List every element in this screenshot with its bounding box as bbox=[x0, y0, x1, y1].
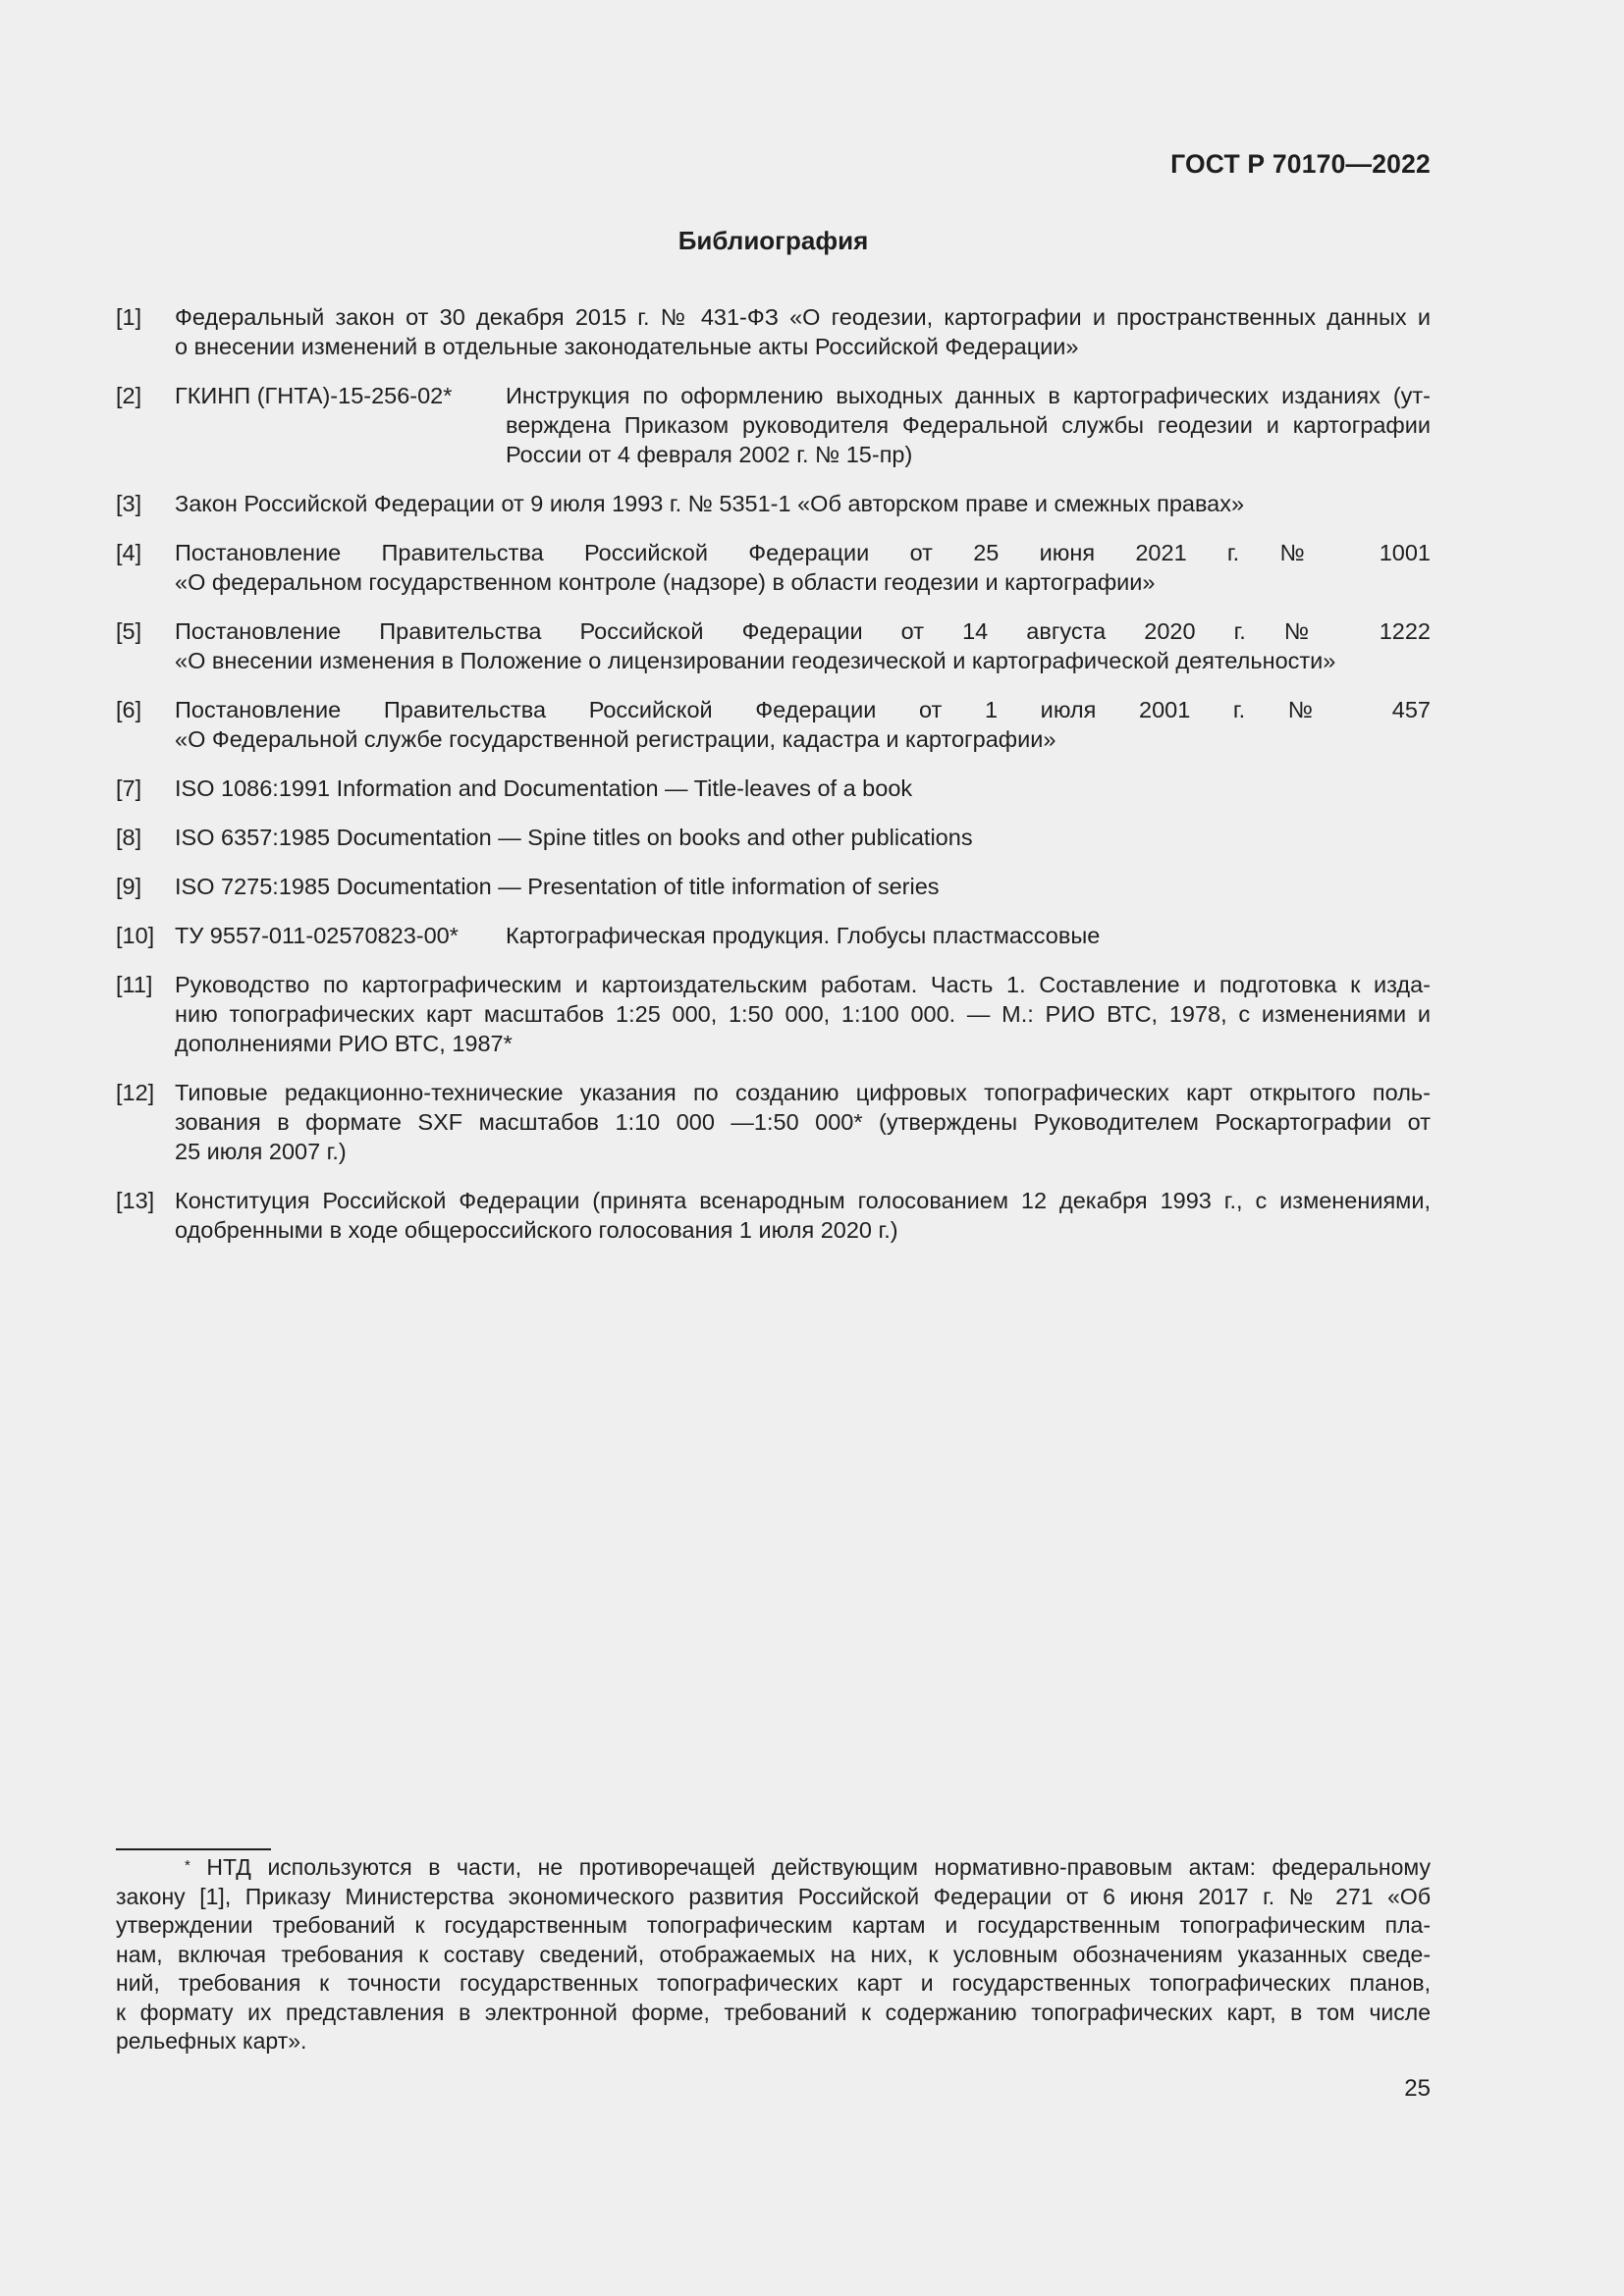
footnote-separator bbox=[116, 1848, 271, 1850]
bibliography-entry bbox=[116, 538, 1431, 597]
footnote-line: рельефных карт». bbox=[116, 2028, 307, 2054]
entry-document-code: ГКИНП (ГНТА)-15-256-02* bbox=[175, 383, 453, 408]
footnote-line: нам, включая требования к составу сведений, отображаемых на них, к условным обозначениям указанных сведе- bbox=[116, 1941, 1431, 1967]
entry-text-line: Типовые редакционно-технические указания по созданию цифровых топографических карт открытого поль- bbox=[175, 1080, 1431, 1105]
entry-body bbox=[175, 872, 1431, 901]
entry-text-line: 25 июля 2007 г.) bbox=[175, 1139, 347, 1164]
bibliography-entry bbox=[116, 1186, 1431, 1245]
footnote-mark: * bbox=[185, 1857, 190, 1874]
entry-text-line: зования в формате SXF масштабов 1:10 000 —1:50 000* (утверждены Руководителем Роскартографии от bbox=[175, 1109, 1431, 1135]
entry-text-line: дополнениями РИО ВТС, 1987* bbox=[175, 1031, 513, 1056]
entry-text-line: одобренными в ходе общероссийского голосования 1 июля 2020 г.) bbox=[175, 1217, 898, 1243]
entry-text-line: Конституция Российской Федерации (принята всенародным голосованием 12 декабря 1993 г., с изменениями, bbox=[175, 1188, 1431, 1213]
entry-text-line: Картографическая продукция. Глобусы пластмассовые bbox=[506, 923, 1101, 948]
footnote-line: к формату их представления в электронной форме, требований к содержанию топографических карт, в том числе bbox=[116, 1999, 1431, 2025]
entry-number: [6] bbox=[116, 697, 142, 722]
entry-body bbox=[175, 381, 1431, 469]
entry-text-line: Постановление Правительства Российской Федерации от 25 июня 2021 г. № 1001 bbox=[175, 540, 1431, 565]
entry-text-line: России от 4 февраля 2002 г. № 15-пр) bbox=[506, 442, 913, 467]
bibliography-entry bbox=[116, 823, 1431, 852]
entry-text-line: Инструкция по оформлению выходных данных в картографических изданиях (ут- bbox=[506, 383, 1431, 408]
entry-number: [10] bbox=[116, 923, 155, 948]
entry-body bbox=[175, 302, 1431, 361]
entry-number: [1] bbox=[116, 304, 142, 330]
entry-number: [3] bbox=[116, 491, 142, 516]
entry-body bbox=[175, 823, 1431, 852]
entry-body bbox=[175, 970, 1431, 1058]
entry-text-line: «О Федеральной службе государственной регистрации, кадастра и картографии» bbox=[175, 726, 1056, 752]
entry-number: [13] bbox=[116, 1188, 155, 1213]
entry-text-line: нию топографических карт масштабов 1:25 000, 1:50 000, 1:100 000. — М.: РИО ВТС, 1978, с изменениями и bbox=[175, 1001, 1431, 1027]
bibliography-entry bbox=[116, 381, 1431, 469]
bibliography-entry bbox=[116, 774, 1431, 803]
entry-text-line: Федеральный закон от 30 декабря 2015 г. № 431-ФЗ «О геодезии, картографии и пространственных данных и bbox=[175, 304, 1431, 330]
entry-text-line: Постановление Правительства Российской Федерации от 14 августа 2020 г. № 1222 bbox=[175, 618, 1431, 644]
entry-text-line: ISO 7275:1985 Documentation — Presentation of title information of series bbox=[175, 874, 940, 899]
bibliography-entry bbox=[116, 695, 1431, 754]
entry-text-line: ISO 6357:1985 Documentation — Spine titles on books and other publications bbox=[175, 825, 973, 850]
bibliography-entry bbox=[116, 1078, 1431, 1166]
bibliography-entry bbox=[116, 970, 1431, 1058]
entry-body bbox=[175, 921, 1431, 950]
bibliography-entry bbox=[116, 872, 1431, 901]
entry-number: [7] bbox=[116, 775, 142, 801]
bibliography-list bbox=[116, 302, 1431, 1264]
entry-number: [11] bbox=[116, 972, 153, 997]
entry-number: [12] bbox=[116, 1080, 155, 1105]
entry-text-line: «О федеральном государственном контроле (надзоре) в области геодезии и картографии» bbox=[175, 569, 1156, 595]
entry-text-line: верждена Приказом руководителя Федеральной службы геодезии и картографии bbox=[506, 412, 1431, 438]
entry-text-line: «О внесении изменения в Положение о лицензировании геодезической и картографической деятельности» bbox=[175, 648, 1336, 673]
footnote-line: утверждении требований к государственным топографическим картам и государственным топографическим пла- bbox=[116, 1912, 1431, 1938]
entry-body bbox=[175, 774, 1431, 803]
entry-text-line: Закон Российской Федерации от 9 июля 1993 г. № 5351-1 «Об авторском праве и смежных правах» bbox=[175, 491, 1245, 516]
footnote-line: ний, требования к точности государственных топографических карт и государственных топографических планов, bbox=[116, 1970, 1431, 1996]
bibliography-entry bbox=[116, 302, 1431, 361]
entry-description bbox=[506, 921, 1431, 950]
entry-body bbox=[175, 1078, 1431, 1166]
entry-text-line: Постановление Правительства Российской Федерации от 1 июля 2001 г. № 457 bbox=[175, 697, 1431, 722]
bibliography-entry bbox=[116, 489, 1431, 518]
bibliography-entry bbox=[116, 616, 1431, 675]
entry-number: [2] bbox=[116, 383, 142, 408]
entry-body bbox=[175, 489, 1431, 518]
entry-number: [9] bbox=[116, 874, 142, 899]
entry-text-line: Руководство по картографическим и картоиздательским работам. Часть 1. Составление и подготовка к изда- bbox=[175, 972, 1431, 997]
standard-designation: ГОСТ Р 70170—2022 bbox=[1170, 149, 1431, 179]
footnote-line: закону [1], Приказу Министерства экономического развития Российской Федерации от 6 июня 2017 г. № 271 «Об bbox=[116, 1883, 1431, 1909]
footnote-text: НТД используются в части, не противоречащей действующим нормативно-правовым актам: федеральному bbox=[189, 1854, 1431, 1880]
entry-document-code: ТУ 9557-011-02570823-00* bbox=[175, 923, 459, 948]
entry-body bbox=[175, 616, 1431, 675]
entry-text-line: о внесении изменений в отдельные законодательные акты Российской Федерации» bbox=[175, 334, 1079, 359]
entry-body bbox=[175, 538, 1431, 597]
entry-number: [8] bbox=[116, 825, 142, 850]
entry-description bbox=[506, 381, 1431, 469]
entry-body bbox=[175, 1186, 1431, 1245]
entry-text-line: ISO 1086:1991 Information and Documentation — Title-leaves of a book bbox=[175, 775, 913, 801]
page-title: Библиография bbox=[677, 226, 869, 255]
page-number: 25 bbox=[1404, 2075, 1431, 2102]
footnote bbox=[116, 1853, 1431, 2056]
entry-number: [4] bbox=[116, 540, 142, 565]
entry-body bbox=[175, 695, 1431, 754]
entry-number: [5] bbox=[116, 618, 142, 644]
footnote-line bbox=[116, 1853, 1431, 1883]
bibliography-entry bbox=[116, 921, 1431, 950]
